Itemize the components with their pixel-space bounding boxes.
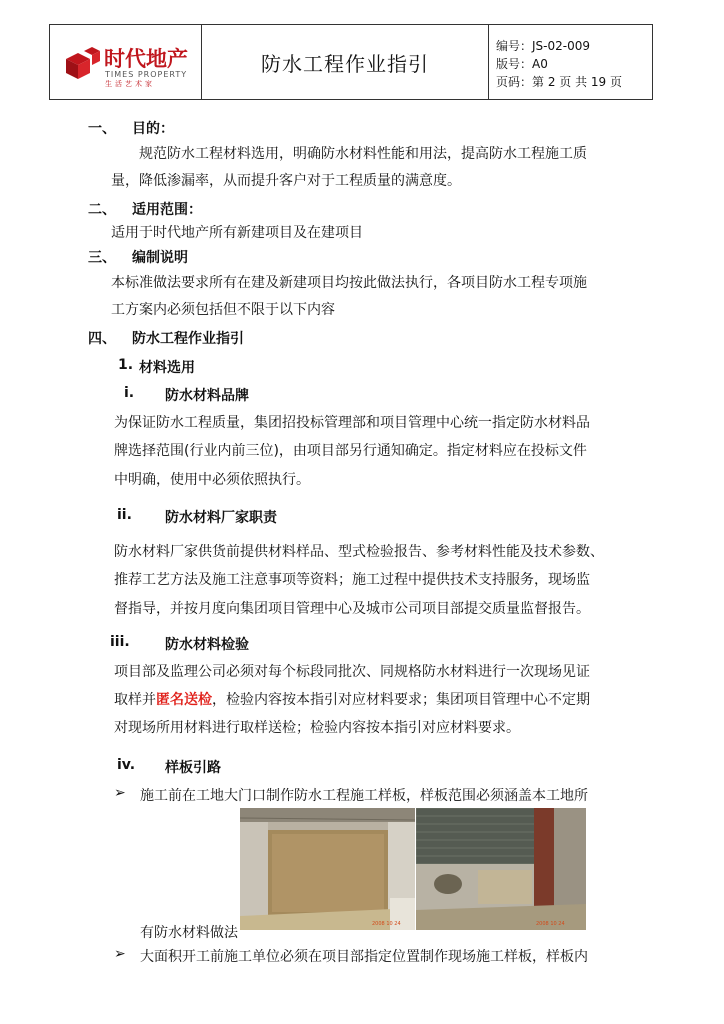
highlighted-text: 匿名送检 [156, 692, 212, 708]
paragraph-line: 牌选择范围(行业内前三位)，由项目部另行通知确定。指定材料应在投标文件 [114, 443, 587, 459]
section-number: 二、 [88, 202, 116, 218]
sample-photo-right [416, 808, 586, 930]
paragraph-line: 为保证防水工程质量，集团招投标管理部和项目管理中心统一指定防水材料品 [114, 415, 590, 431]
section-heading: 适用范围： [132, 202, 202, 218]
item-heading: 防水材料厂家职责 [165, 510, 277, 526]
item-heading: 防水材料品牌 [165, 388, 249, 404]
paragraph-line: 规范防水工程材料选用，明确防水材料性能和用法，提高防水工程施工质 [139, 146, 587, 162]
bullet-text: 大面积开工前施工单位必须在项目部指定位置制作现场施工样板，样板内 [140, 949, 588, 965]
paragraph-line: 本标准做法要求所有在建及新建项目均按此做法执行，各项目防水工程专项施 [111, 275, 587, 291]
paragraph-line: 督指导，并按月度向集团项目管理中心及城市公司项目部提交质量监督报告。 [114, 601, 590, 617]
document-header [49, 24, 653, 100]
bullet-arrow-icon: ➢ [114, 946, 126, 962]
item-number: iv. [117, 757, 136, 773]
document-code: 编号：JS-02-009 [496, 39, 590, 53]
document-title: 防水工程作业指引 [261, 51, 429, 76]
paragraph-line: 适用于时代地产所有新建项目及在建项目 [111, 225, 363, 241]
section-heading: 目的： [132, 121, 174, 137]
section-heading: 编制说明 [132, 250, 188, 266]
bullet-arrow-icon: ➢ [114, 785, 126, 801]
photo-date-stamp: 2008 10 24 [536, 921, 565, 927]
section-number: 一、 [88, 121, 116, 137]
header-divider [488, 25, 489, 99]
logo-chinese-name: 时代地产 [104, 47, 188, 71]
page-number: 页码：第 2 页 共 19 页 [496, 75, 623, 89]
section-number: 四、 [88, 331, 116, 347]
paragraph-line: 推荐工艺方法及施工注意事项等资料；施工过程中提供技术支持服务，现场监 [114, 572, 590, 588]
paragraph-line: 防水材料厂家供货前提供材料样品、型式检验报告、参考材料性能及技术参数、 [114, 544, 604, 560]
item-heading: 样板引路 [165, 760, 221, 776]
paragraph-line: 对现场所用材料进行取样送检；检验内容按本指引对应材料要求。 [114, 720, 520, 736]
company-logo [62, 41, 202, 91]
paragraph-line: 取样并匿名送检，检验内容按本指引对应材料要求；集团项目管理中心不定期 [114, 692, 590, 708]
paragraph-line: 工方案内必须包括但不限于以下内容 [111, 302, 335, 318]
sample-photo-left [240, 808, 415, 930]
logo-english-name: TIMES PROPERTY [105, 70, 188, 79]
item-number: i. [124, 385, 135, 401]
bullet-text: 施工前在工地大门口制作防水工程施工样板，样板范围必须涵盖本工地所 [140, 788, 588, 804]
document-meta [496, 37, 622, 91]
item-number: ii. [117, 507, 132, 523]
section-number: 三、 [88, 250, 116, 266]
photo-date-stamp: 2008 10 24 [372, 921, 401, 927]
paragraph-line: 中明确，使用中必须依照执行。 [114, 472, 310, 488]
bullet-text-continuation: 有防水材料做法 [140, 925, 238, 941]
paragraph-line: 项目部及监理公司必须对每个标段同批次、同规格防水材料进行一次现场见证 [114, 664, 590, 680]
logo-cube-icon [62, 45, 100, 83]
subsection-number: 1. [118, 357, 134, 373]
logo-tagline: 生活艺术家 [105, 80, 155, 88]
item-number: iii. [110, 634, 130, 650]
item-heading: 防水材料检验 [165, 637, 249, 653]
document-version: 版号：A0 [496, 57, 548, 71]
paragraph-line: 量，降低渗漏率，从而提升客户对于工程质量的满意度。 [111, 173, 461, 189]
subsection-heading: 材料选用 [139, 360, 195, 376]
section-heading: 防水工程作业指引 [132, 331, 244, 347]
